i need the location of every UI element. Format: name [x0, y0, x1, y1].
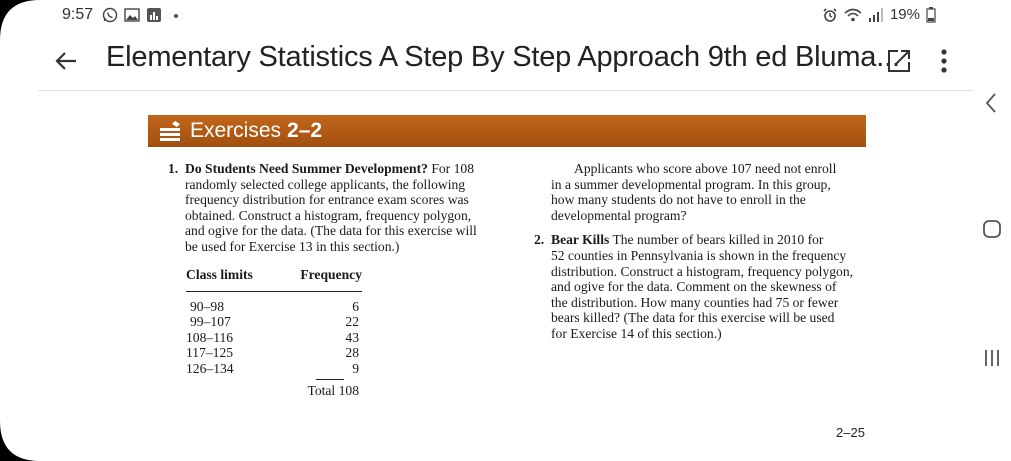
class-limits-cell: 126–134 [186, 360, 234, 376]
exercise-1-line: randomly selected college applicants, the following [185, 176, 466, 192]
exercise-2-line: 52 counties in Pennsylvania is shown in the frequency [551, 247, 847, 263]
right-column [534, 161, 874, 342]
exercise-1-text: For 108 [431, 161, 475, 176]
exercise-2-line [551, 232, 874, 248]
exercise-2-number: 2. [534, 232, 545, 248]
status-bar [0, 0, 1011, 32]
exercise-1-continuation: how many students do not have to enroll in the [551, 192, 806, 208]
exercise-1-continuation: developmental program? [551, 207, 687, 223]
nav-recents-icon[interactable] [979, 345, 1005, 371]
table-row [186, 361, 362, 377]
image-icon [124, 7, 140, 23]
exercises-banner [148, 115, 866, 147]
frequency-cell: 6 [352, 298, 359, 314]
exercise-2-line: the distribution. How many counties had 75 or fewer [551, 294, 839, 310]
header-class-limits: Class limits [186, 267, 253, 282]
nav-back-icon[interactable] [979, 90, 1005, 116]
frequency-cell: 43 [345, 329, 359, 345]
exercise-1-continuation: in a summer developmental program. In this group, [551, 176, 831, 192]
exercise-1-line: obtained. Construct a histogram, frequency polygon, [185, 207, 472, 223]
exercise-2 [534, 232, 874, 341]
chart-app-icon [146, 7, 162, 23]
whatsapp-icon [102, 7, 118, 23]
class-limits-cell: 117–125 [186, 345, 234, 361]
exercises-label: Exercises [190, 119, 282, 142]
table-total: Total 108 [307, 382, 359, 398]
exercise-1-line: be used for Exercise 13 in this section.) [185, 238, 400, 254]
navigation-bar [973, 90, 1011, 461]
exercise-2-line: distribution. Construct a histogram, frequency polygon, [551, 263, 854, 279]
table-header [186, 267, 362, 292]
more-options-icon[interactable] [934, 46, 954, 76]
exercise-1-number: 1. [168, 161, 179, 176]
total-rule [316, 379, 344, 380]
open-external-icon[interactable] [886, 48, 912, 74]
battery-icon [926, 7, 936, 23]
exercise-1 [168, 161, 498, 255]
status-right [822, 6, 936, 23]
frequency-table [186, 267, 362, 398]
app-bar [0, 32, 1011, 90]
exercise-1-line: frequency distribution for entrance exam scores was [185, 192, 469, 208]
status-time: 9:57 [62, 6, 94, 23]
exercise-1-line: and ogive for the data. (The data for this exercise will [185, 223, 477, 239]
exercise-1-line [185, 161, 498, 177]
exercise-2-line: for Exercise 14 of this section.) [551, 325, 722, 341]
frequency-cell: 9 [352, 360, 359, 376]
table-row [186, 314, 362, 330]
alarm-icon [822, 7, 838, 23]
class-limits-cell: 99–107 [190, 314, 231, 330]
table-row [186, 345, 362, 361]
document-title: Elementary Statistics A Step By Step Approach 9th ed Bluma... [106, 41, 900, 73]
signal-icon [868, 7, 884, 23]
frequency-cell: 28 [345, 345, 359, 361]
exercises-number: 2–2 [287, 119, 323, 142]
exercises-heading [190, 119, 322, 143]
table-row [186, 299, 362, 315]
dot-icon [168, 7, 184, 23]
wifi-icon [844, 7, 862, 23]
battery-level: 19% [889, 6, 920, 23]
frequency-cell: 22 [345, 314, 359, 330]
exercise-1-continuation: Applicants who score above 107 need not enroll [574, 161, 837, 176]
table-row [186, 330, 362, 346]
page-number: 2–25 [836, 425, 865, 440]
exercise-2-title: Bear Kills [551, 232, 610, 248]
exercise-2-line: and ogive for the data. Comment on the skewness of [551, 279, 837, 295]
exercise-pencil-icon [158, 120, 182, 142]
exercise-2-text: The number of bears killed in 2010 for [612, 232, 824, 248]
document-page[interactable] [38, 91, 973, 461]
exercise-2-line: bears killed? (The data for this exercise will be used [551, 310, 835, 326]
class-limits-cell: 108–116 [186, 329, 234, 345]
back-arrow-icon[interactable] [52, 47, 80, 75]
header-frequency: Frequency [300, 267, 362, 282]
class-limits-cell: 90–98 [190, 298, 224, 314]
nav-home-icon[interactable] [979, 216, 1005, 242]
exercise-1-title: Do Students Need Summer Development? [185, 161, 428, 176]
